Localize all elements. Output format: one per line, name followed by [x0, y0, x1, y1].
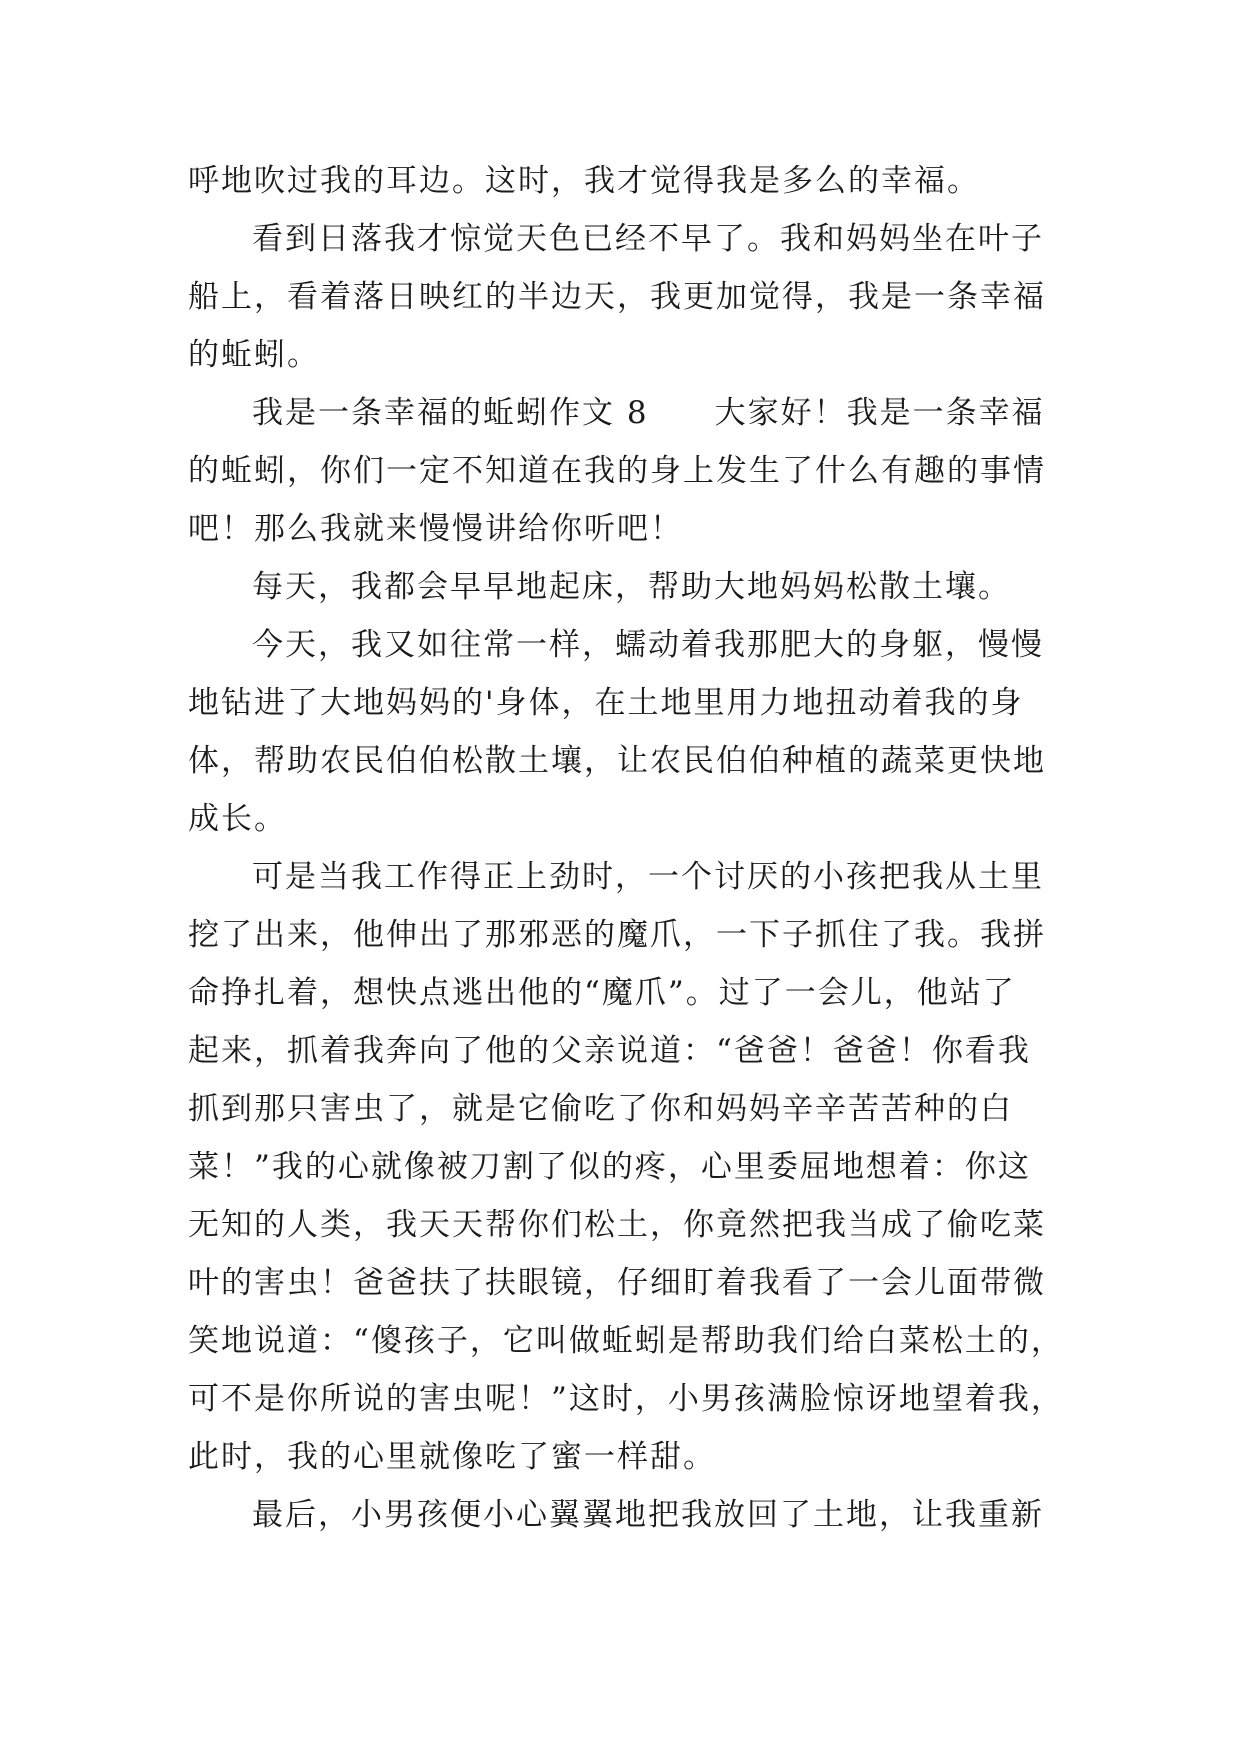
text-line: 地钻进了大地妈妈的'身体，在土地里用力地扭动着我的身 — [188, 685, 1024, 721]
text-line: 我是一条幸福的蚯蚓作文 8 大家好！我是一条幸福 — [252, 395, 1045, 431]
text-line: 最后，小男孩便小心翼翼地把我放回了土地，让我重新 — [252, 1497, 1044, 1533]
text-line: 的蚯蚓，你们一定不知道在我的身上发生了什么有趣的事情 — [188, 453, 1046, 489]
text-line: 可是当我工作得正上劲时，一个讨厌的小孩把我从土里 — [252, 859, 1044, 895]
text-line: 可不是你所说的害虫呢！”这时，小男孩满脸惊讶地望着我， — [188, 1381, 1064, 1417]
text-line: 看到日落我才惊觉天色已经不早了。我和妈妈坐在叶子 — [252, 221, 1044, 257]
text-line: 体，帮助农民伯伯松散土壤，让农民伯伯种植的蔬菜更快地 — [188, 743, 1046, 779]
essay-text — [188, 152, 1068, 1544]
text-line: 船上，看着落日映红的半边天，我更加觉得，我是一条幸福 — [188, 279, 1046, 315]
text-line: 命挣扎着，想快点逃出他的“魔爪”。过了一会儿，他站了 — [188, 975, 1016, 1011]
text-line: 挖了出来，他伸出了那邪恶的魔爪，一下子抓住了我。我拼 — [188, 917, 1046, 953]
text-line: 无知的人类，我天天帮你们松土，你竟然把我当成了偷吃菜 — [188, 1207, 1046, 1243]
text-line: 菜！”我的心就像被刀割了似的疼，心里委屈地想着：你这 — [188, 1149, 1031, 1185]
text-line: 的蚯蚓。 — [188, 337, 320, 373]
text-line: 起来，抓着我奔向了他的父亲说道：“爸爸！爸爸！你看我 — [188, 1033, 1031, 1069]
text-line: 成长。 — [188, 801, 287, 837]
text-line: 今天，我又如往常一样，蠕动着我那肥大的身躯，慢慢 — [252, 627, 1044, 663]
text-line: 此时，我的心里就像吃了蜜一样甜。 — [188, 1439, 716, 1475]
text-line: 叶的害虫！爸爸扶了扶眼镜，仔细盯着我看了一会儿面带微 — [188, 1265, 1046, 1301]
text-line: 抓到那只害虫了，就是它偷吃了你和妈妈辛辛苦苦种的白 — [188, 1091, 1013, 1127]
text-line: 笑地说道：“傻孩子，它叫做蚯蚓是帮助我们给白菜松土的， — [188, 1323, 1064, 1359]
text-line: 吧！那么我就来慢慢讲给你听吧！ — [188, 511, 683, 547]
text-line: 每天，我都会早早地起床，帮助大地妈妈松散土壤。 — [252, 569, 1011, 605]
text-line: 呼地吹过我的耳边。这时，我才觉得我是多么的幸福。 — [188, 163, 980, 199]
